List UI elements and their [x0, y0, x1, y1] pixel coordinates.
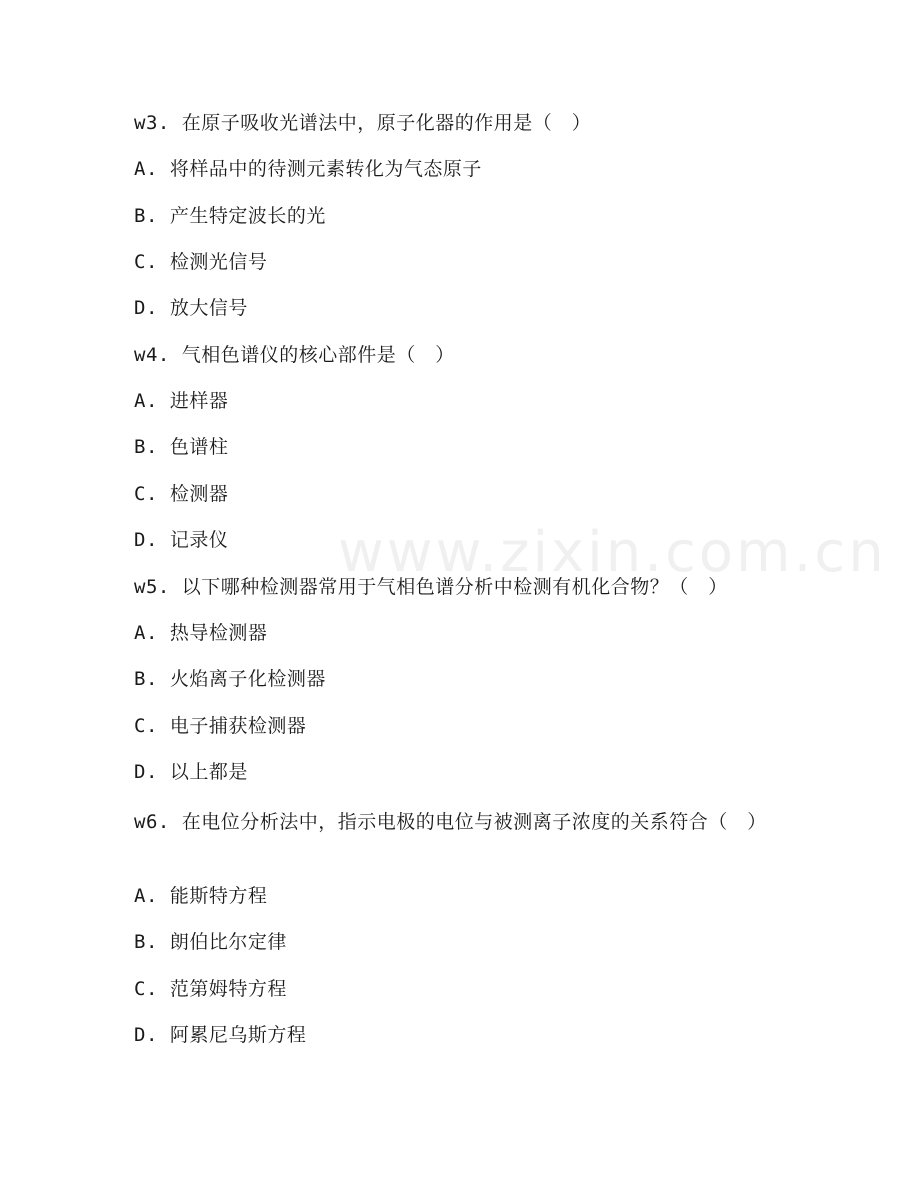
option-a: A. 将样品中的待测元素转化为气态原子 [134, 158, 482, 180]
question-stem-w6: w6. 在电位分析法中，指示电极的电位与被测离子浓度的关系符合（ ） [134, 811, 767, 833]
option-a: A. 能斯特方程 [134, 885, 268, 907]
question-stem-w5: w5. 以下哪种检测器常用于气相色谱分析中检测有机化合物？（ ） [134, 576, 728, 598]
option-c: C. 检测器 [134, 483, 229, 505]
question-stem-w4: w4. 气相色谱仪的核心部件是（ ） [134, 344, 455, 366]
option-b: B. 朗伯比尔定律 [134, 931, 287, 953]
option-c: C. 电子捕获检测器 [134, 715, 307, 737]
option-d: D. 阿累尼乌斯方程 [134, 1024, 307, 1046]
option-a: A. 热导检测器 [134, 622, 268, 644]
question-stem-w3: w3. 在原子吸收光谱法中，原子化器的作用是（ ） [134, 112, 592, 134]
option-b: B. 色谱柱 [134, 436, 229, 458]
option-d: D. 以上都是 [134, 761, 248, 783]
option-b: B. 产生特定波长的光 [134, 205, 326, 227]
option-d: D. 放大信号 [134, 297, 248, 319]
option-d: D. 记录仪 [134, 529, 229, 551]
option-b: B. 火焰离子化检测器 [134, 668, 326, 690]
option-a: A. 进样器 [134, 390, 229, 412]
watermark: www.zixin.com.cn [338, 520, 887, 585]
option-c: C. 范第姆特方程 [134, 978, 287, 1000]
option-c: C. 检测光信号 [134, 251, 268, 273]
